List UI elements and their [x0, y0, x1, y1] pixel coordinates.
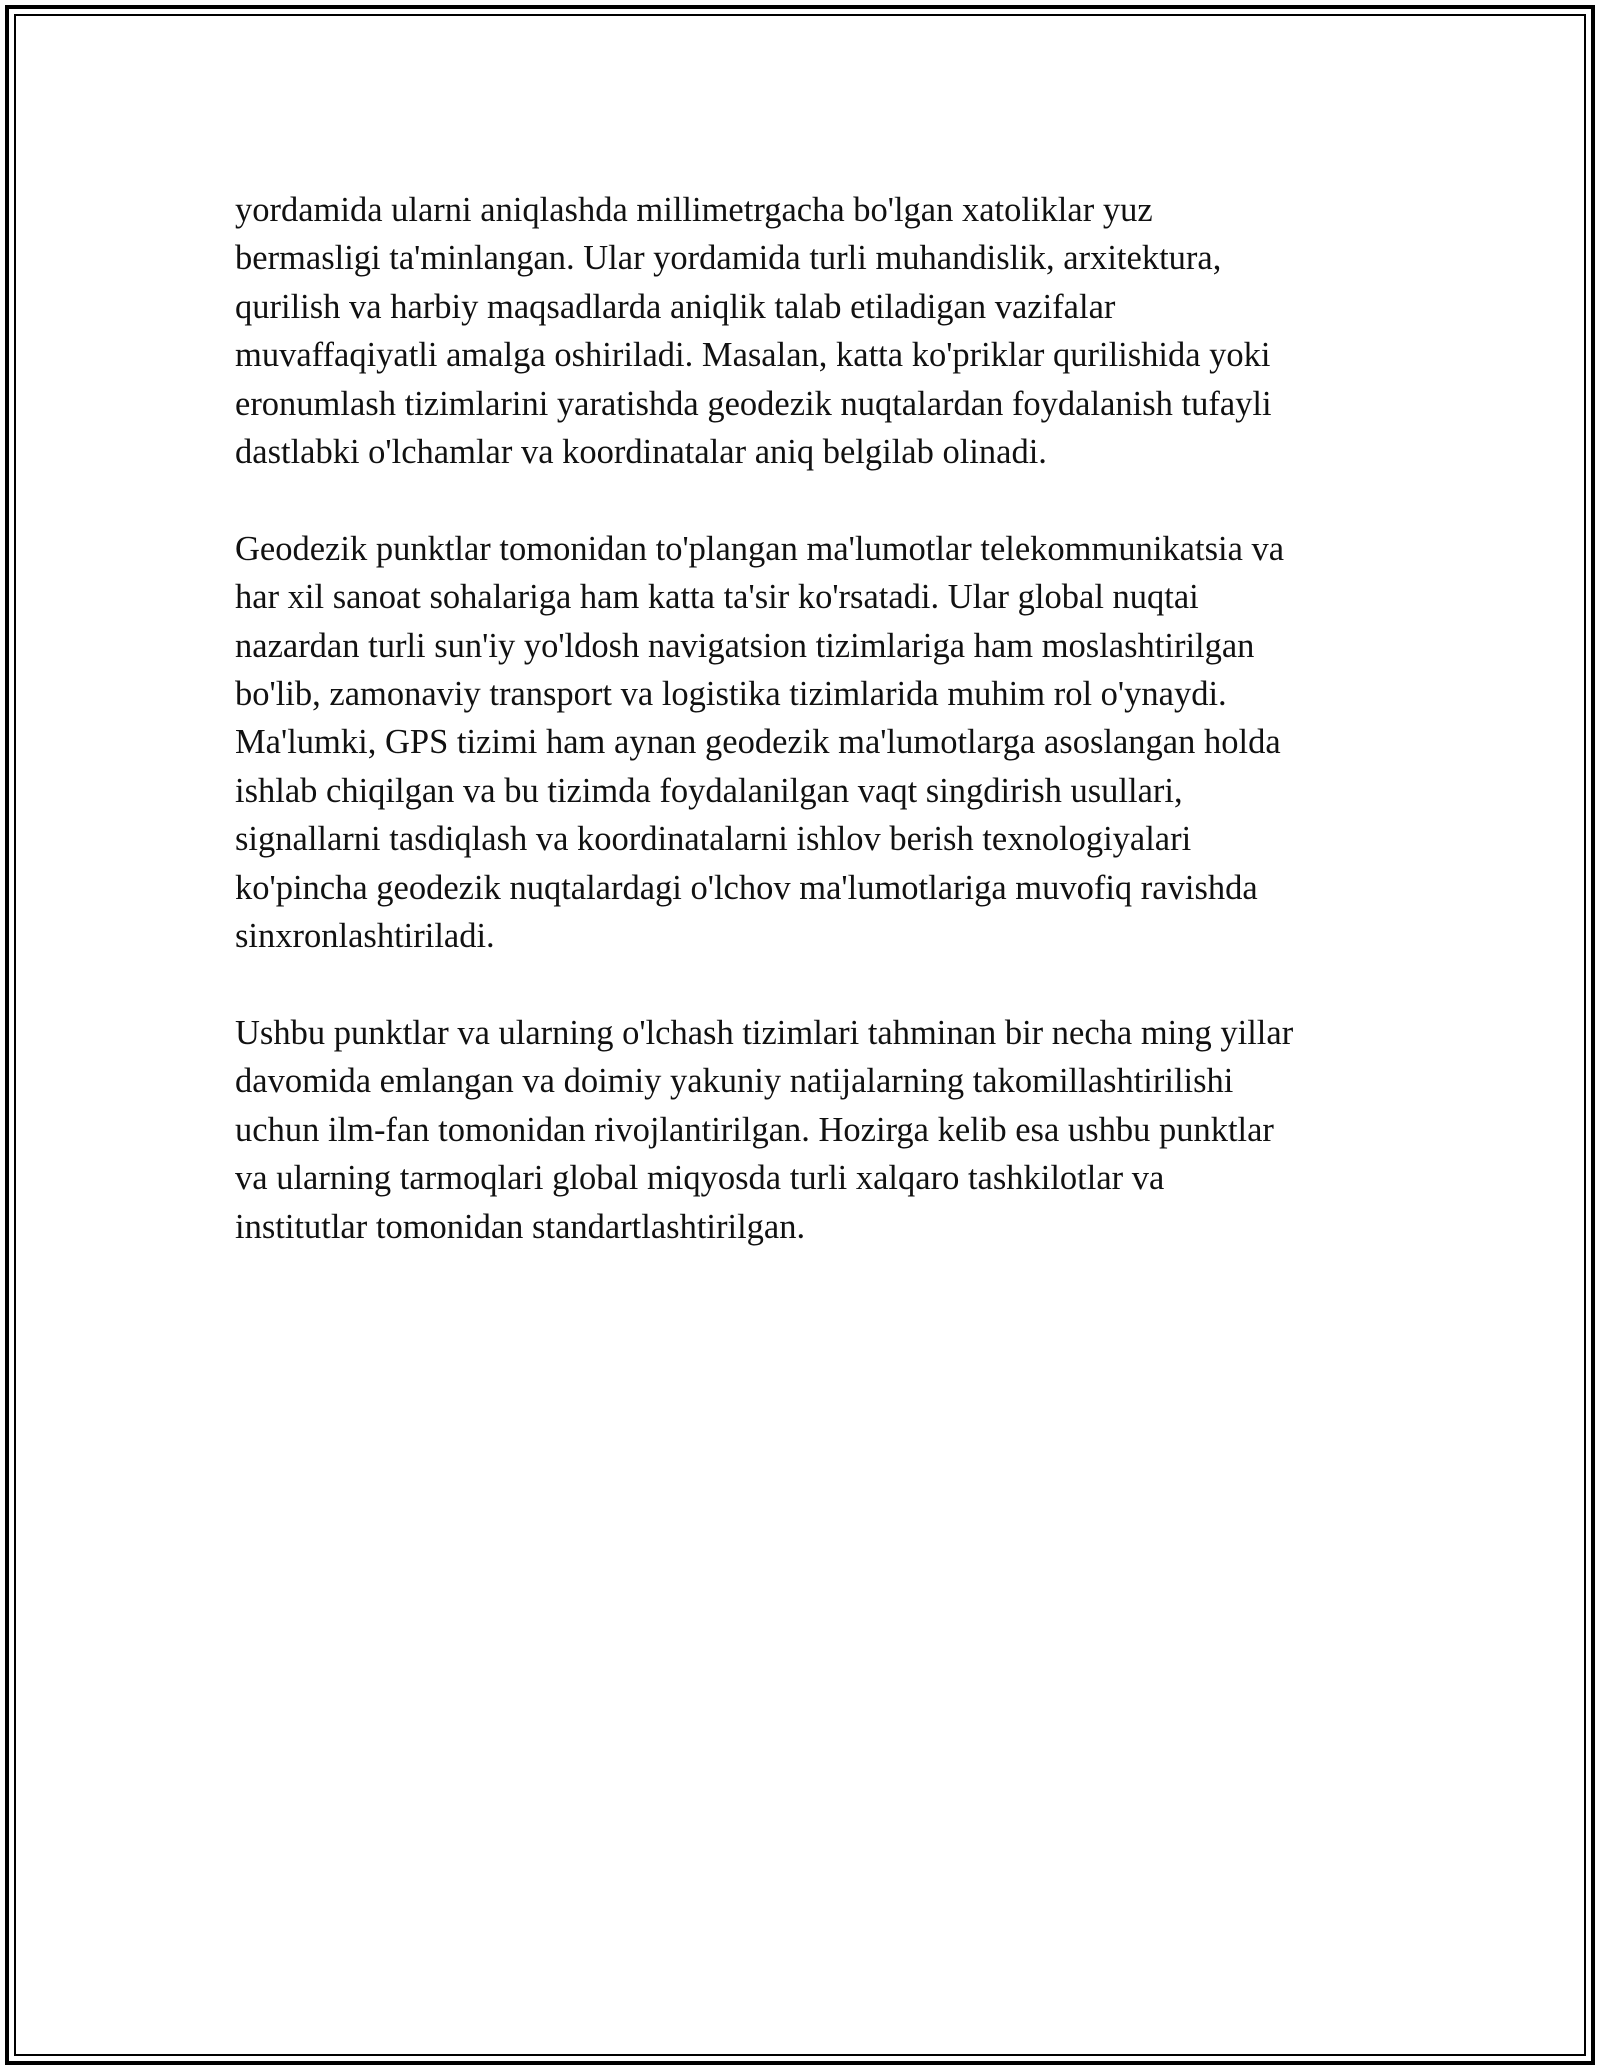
text-line: signallarni tasdiqlash va koordinatalarni ishlov berish texnologiyalari — [235, 820, 1192, 859]
text-line: eronumlash tizimlarini yaratishda geodezik nuqtalardan foydalanish tufayli — [235, 384, 1272, 423]
text-line: institutlar tomonidan standartlashtirilgan. — [235, 1207, 806, 1246]
document-body — [235, 186, 1370, 1299]
text-line: davomida emlangan va doimiy yakuniy natijalarning takomillashtirilishi — [235, 1062, 1234, 1101]
text-line: bermasligi ta'minlangan. Ular yordamida turli muhandislik, arxitektura, — [235, 239, 1222, 278]
text-line: bo'lib, zamonaviy transport va logistika tizimlarida muhim rol o'ynaydi. — [235, 675, 1227, 714]
text-line: nazardan turli sun'iy yo'ldosh navigatsion tizimlariga ham moslashtirilgan — [235, 626, 1255, 665]
text-line: muvaffaqiyatli amalga oshiriladi. Masalan, katta ko'priklar qurilishida yoki — [235, 336, 1271, 375]
text-line: yordamida ularni aniqlashda millimetrgacha bo'lgan xatoliklar yuz — [235, 191, 1153, 229]
text-line: Ushbu punktlar va ularning o'lchash tizimlari tahminan bir necha ming yillar — [235, 1013, 1294, 1052]
text-line: uchun ilm-fan tomonidan rivojlantirilgan. Hozirga kelib esa ushbu punktlar — [235, 1110, 1274, 1149]
paragraph-1 — [235, 186, 1370, 476]
paragraph-2 — [235, 525, 1370, 961]
text-line: dastlabki o'lchamlar va koordinatalar aniq belgilab olinadi. — [235, 433, 1047, 472]
text-line: Geodezik punktlar tomonidan to'plangan ma'lumotlar telekommunikatsia va — [235, 529, 1285, 568]
text-line: va ularning tarmoqlari global miqyosda turli xalqaro tashkilotlar va — [235, 1159, 1165, 1198]
paragraph-3 — [235, 1009, 1370, 1251]
text-line: qurilish va harbiy maqsadlarda aniqlik talab etiladigan vazifalar — [235, 287, 1116, 326]
text-line: sinxronlashtiriladi. — [235, 917, 495, 956]
text-line: Ma'lumki, GPS tizimi ham aynan geodezik ma'lumotlarga asoslangan holda — [235, 723, 1281, 762]
text-line: har xil sanoat sohalariga ham katta ta'sir ko'rsatadi. Ular global nuqtai — [235, 578, 1199, 617]
text-line: ishlab chiqilgan va bu tizimda foydalanilgan vaqt singdirish usullari, — [235, 771, 1183, 810]
text-line: ko'pincha geodezik nuqtalardagi o'lchov ma'lumotlariga muvofiq ravishda — [235, 868, 1258, 907]
